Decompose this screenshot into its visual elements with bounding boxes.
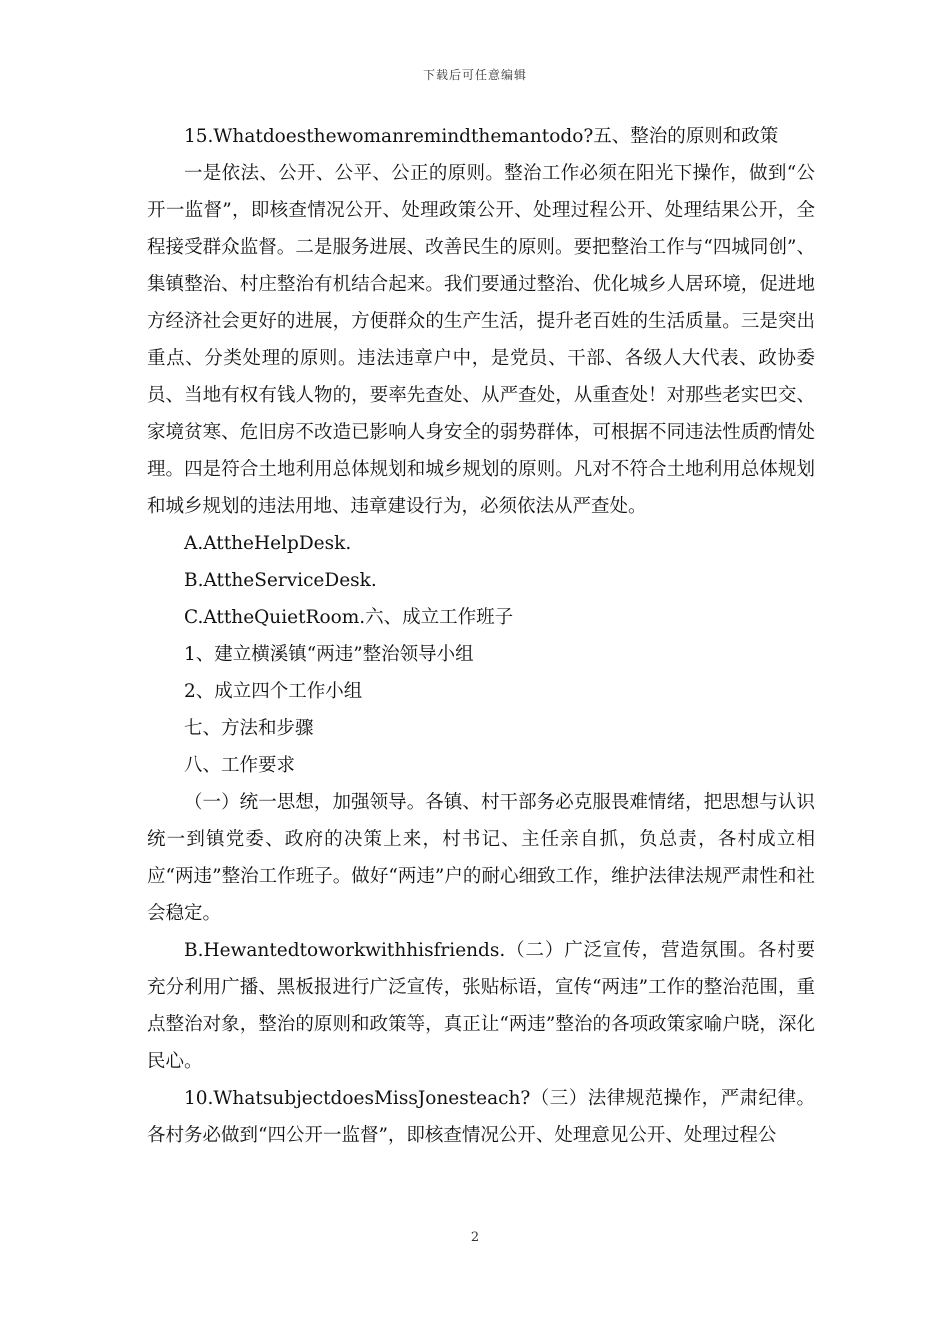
paragraph-principles: 一是依法、公开、公平、公正的原则。整治工作必须在阳光下操作，做到“公开一监督”，即核查情况公开、处理政策公开、处理过程公开、处理结果公开，全程接受群众监督。二是服务进展、改善民生的原则。要把整治工作与“四城同创”、集镇整治、村庄整治有机结合起来。我们要通过整治、优化城乡人居环境，促进地方经济社会更好的进展，方便群众的生产生活，提升老百姓的生活质量。三是突出重点、分类处理的原则。违法违章户中，是党员、干部、各级人大代表、政协委员、当地有权有钱人物的，要率先查处、从严查处，从重查处！对那些老实巴交、家境贫寒、危旧房不改造已影响人身安全的弱势群体，可根据不同违法性质酌情处理。四是符合土地利用总体规划和城乡规划的原则。凡对不符合土地利用总体规划和城乡规划的违法用地、违章建设行为，必须依法从严查处。 — [147, 163, 815, 517]
document-body — [147, 118, 815, 1154]
paragraph-option-c: C.AttheQuietRoom.六、成立工作班子 — [184, 607, 514, 628]
paragraph-list-item-2: 2、成立四个工作小组 — [184, 681, 363, 702]
section-heading-methods: 七、方法和步骤 — [184, 718, 314, 739]
paragraph-list-item-1: 1、建立横溪镇“两违”整治领导小组 — [184, 644, 474, 665]
paragraph-requirement-1: （一）统一思想，加强领导。各镇、村干部务必克服畏难情绪，把思想与认识统一到镇党委、政府的决策上来，村书记、主任亲自抓，负总责，各村成立相应“两违”整治工作班子。做好“两违”户的耐心细致工作，维护法律法规严肃性和社会稳定。 — [147, 792, 815, 924]
paragraph-requirement-3: 10.WhatsubjectdoesMissJonesteach?（三）法律规范操作，严肃纪律。各村务必做到“四公开一监督”，即核查情况公开、处理意见公开、处理过程公 — [147, 1088, 815, 1146]
paragraph-option-a: A.AttheHelpDesk. — [184, 533, 352, 554]
paragraph-option-b: B.AttheServiceDesk. — [184, 570, 377, 591]
page-number: 2 — [470, 1230, 480, 1245]
page-header: 下载后可任意编辑 — [422, 68, 527, 82]
section-heading-requirements: 八、工作要求 — [184, 755, 296, 776]
paragraph-requirement-2: B.Hewantedtoworkwithhisfriends.（二）广泛宣传，营造氛围。各村要充分利用广播、黑板报进行广泛宣传，张贴标语，宣传“两违”工作的整治范围，重点整治对象，整治的原则和政策等，真正让“两违”整治的各项政策家喻户晓，深化民心。 — [147, 940, 815, 1072]
paragraph-question-15: 15.Whatdoesthewomanremindthemantodo?五、整治的原则和政策 — [184, 126, 779, 147]
